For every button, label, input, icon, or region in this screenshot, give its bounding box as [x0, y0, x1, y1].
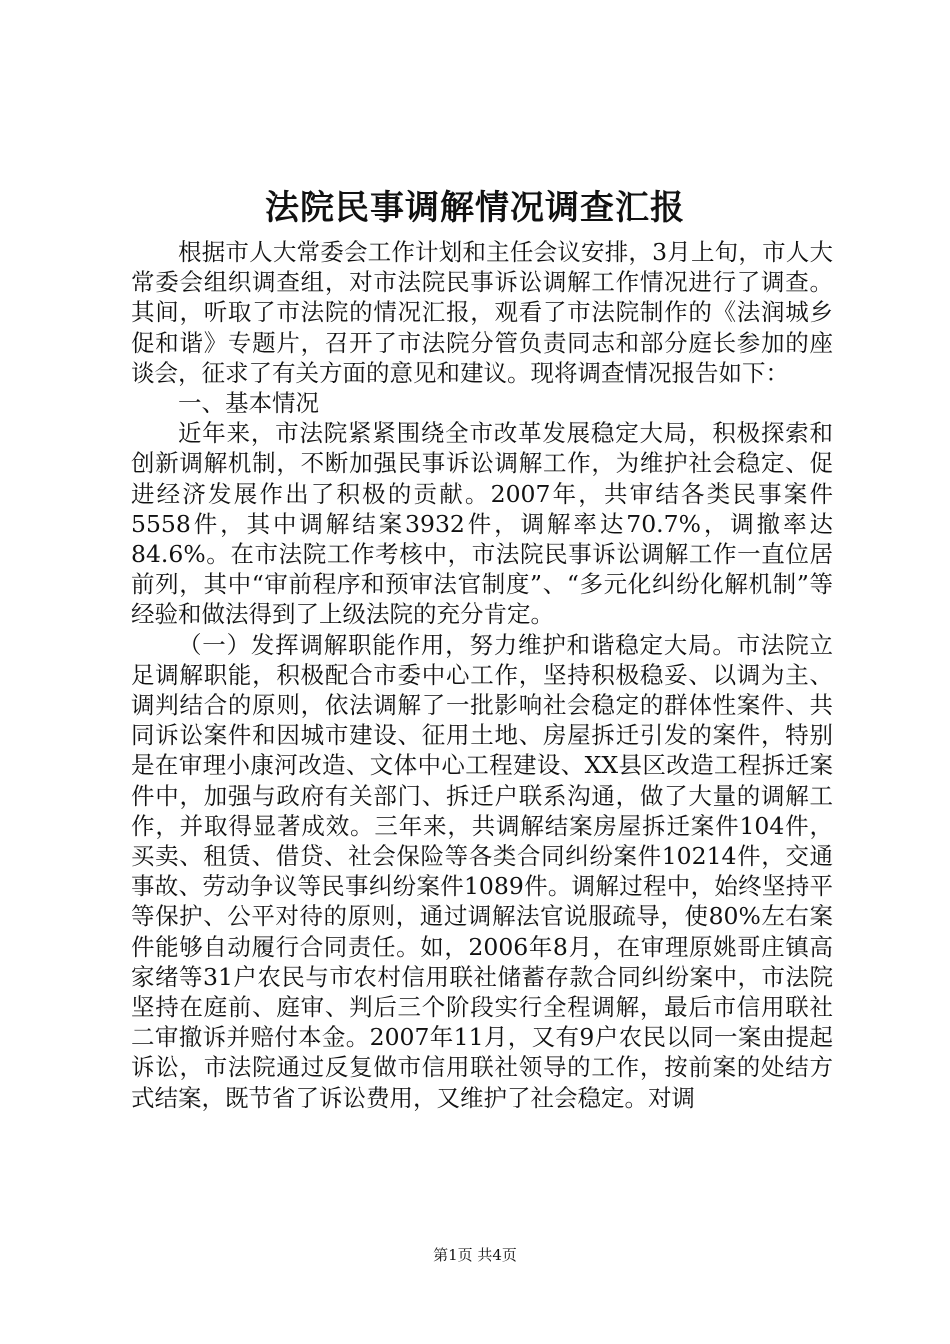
paragraph-intro: 根据市人大常委会工作计划和主任会议安排，3月上旬，市人大常委会组织调查组，对市法院民事诉讼调解工作情况进行了调查。其间，听取了市法院的情况汇报，观看了市法院制作的《法润城乡促和谐》专题片，召开了市法院分管负责同志和部分庭长参加的座谈会，征求了有关方面的意见和建议。现将调查情况报告如下：	[131, 238, 833, 387]
section-heading-basic-situation: 一、基本情况	[178, 389, 319, 418]
paragraph-subsection-1: （一）发挥调解职能作用，努力维护和谐稳定大局。市法院立足调解职能，积极配合市委中心工作，坚持积极稳妥、以调为主、调判结合的原则，依法调解了一批影响社会稳定的群体性案件、共同诉讼案件和因城市建设、征用土地、房屋拆迁引发的案件，特别是在审理小康河改造、文体中心工程建设、XX县区改造工程拆迁案件中，加强与政府有关部门、拆迁户联系沟通，做了大量的调解工作，并取得显著成效。三年来，共调解结案房屋拆迁案件104件，买卖、租赁、借贷、社会保险等各类合同纠纷案件10214件，交通事故、劳动争议等民事纠纷案件1089件。调解过程中，始终坚持平等保护、公平对待的原则，通过调解法官说服疏导，使80%左右案件能够自动履行合同责任。如，2006年8月，在审理原姚哥庄镇高家绪等31户农民与市农村信用联社储蓄存款合同纠纷案中，市法院坚持在庭前、庭审、判后三个阶段实行全程调解，最后市信用联社二审撤诉并赔付本金。2007年11月，又有9户农民以同一案由提起诉讼，市法院通过反复做市信用联社领导的工作，按前案的处结方式结案，既节省了诉讼费用，又维护了社会稳定。对调	[131, 630, 833, 1112]
paragraph-overview: 近年来，市法院紧紧围绕全市改革发展稳定大局，积极探索和创新调解机制，不断加强民事诉讼调解工作，为维护社会稳定、促进经济发展作出了积极的贡献。2007年，共审结各类民事案件5558件，其中调解结案3932件，调解率达70.7%，调撤率达84.6%。在市法院工作考核中，市法院民事诉讼调解工作一直位居前列，其中“审前程序和预审法官制度”、“多元化纠纷化解机制”等经验和做法得到了上级法院的充分肯定。	[131, 419, 833, 629]
document-body	[131, 237, 833, 1113]
page-footer: 第1页 共4页	[433, 1246, 517, 1264]
document-title: 法院民事调解情况调查汇报	[265, 188, 685, 228]
